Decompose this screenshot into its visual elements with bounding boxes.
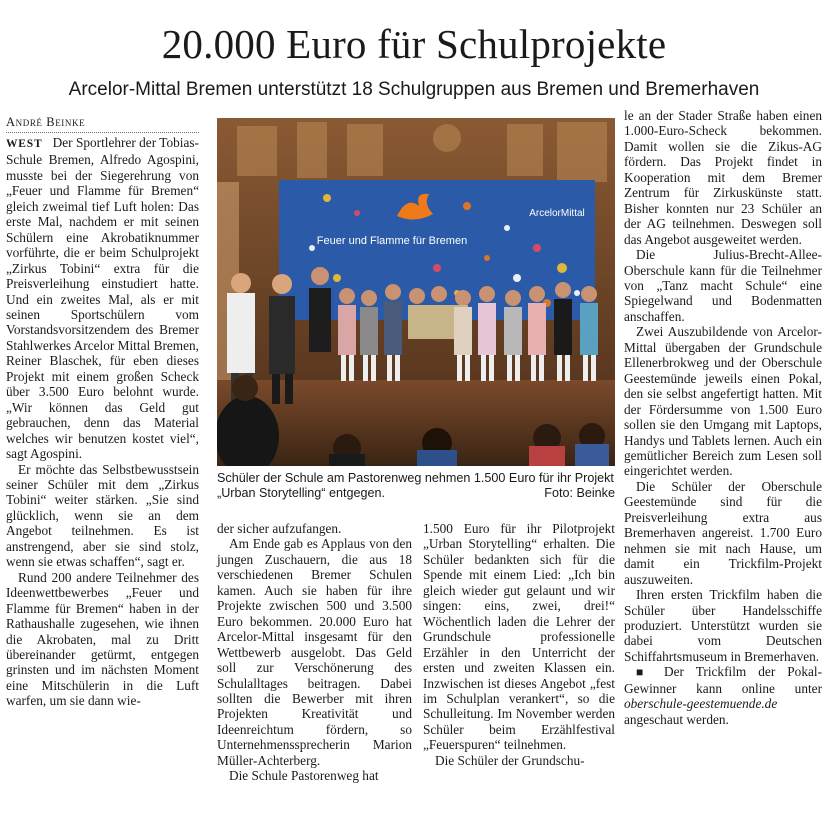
photo-credit: Foto: Beinke <box>544 486 615 500</box>
caption-text: Schüler der Schule am Pastorenweg nehmen 1.500 Euro für ihr Projekt „Urban Storytelling“ entgegen. <box>217 471 614 500</box>
paragraph: Er möchte das Selbstbewusstsein seiner Schüler mit dem „Zirkus Tobini“ weiter stärken. „Sie sind glücklich, wenn sie an dem Angebot teilnehmen. Es ist anstrengend, aber sie sind stolz, wenn sie etwas schaffen“, sagt er. <box>6 461 199 570</box>
paragraph <box>624 664 822 727</box>
paragraph: Die Schüler der Oberschule Geestemünde sind für die Preisverleihung extra aus Bremerhaven angereist. 1.700 Euro nehmen sie mit nach Hause, um damit ein Trickfilm-Projekt auszuweiten. <box>624 478 822 587</box>
column-4 <box>624 108 822 727</box>
article-photo <box>217 118 615 466</box>
column-2 <box>217 521 412 784</box>
paragraph-text: Der Sportlehrer der Tobias-Schule Bremen, Alfredo Agospini, musste bei der Siegerehrung von „Feuer und Flamme für Bremen“ gleich zweimal tief Luft holen: Das erste Mal, nachdem er mit seinen Schülern eine Akrobatiknummer vorführte, die er beim Schulprojekt „Zirkus Tobini“ extra für die Preisverleihung einstudiert hatte. Und ein zweites Mal, als er mit seinen Sportschülern vom Vorstandsvorsitzendem des Bremer Stahlwerkes Arcelor Mittal Bremen, Reiner Blaschek, für eben dieses Projekt mit einem großen Scheck über 3.500 Euro belohnt wurde. „Wir können das Geld gut gebrauchen, denn das Material welches wir benutzen kostet viel“, sagt Agospini. <box>6 135 199 462</box>
column-3 <box>423 521 615 768</box>
column-1 <box>6 135 199 823</box>
paragraph: Am Ende gab es Applaus von den jungen Zuschauern, die aus 18 verschiedenen Bremer Schulen kamen. Auch sie haben für ihre Projekte zwischen 500 und 3.500 Euro bekommen. 20.000 Euro hat Arcelor-Mittal insgesamt für den Wettbewerb ausgelobt. Das Geld soll zur Verschönerung des Schulalltages beitragen. Dabei sollten die Bewerber mit ihren Projekten Kreativität und Ideenreichtum fördern, so Unternehmenssprecherin Marion Müller-Achterberg. <box>217 536 412 768</box>
paragraph-text: angeschaut werden. <box>624 711 729 727</box>
paragraph: le an der Stader Straße haben einen 1.000-Euro-Scheck bekommen. Damit wollen sie die Zikus-AG fördern. Das Projekt findet in Kooperation mit dem Bremer Zentrum für Zirkuskünste statt. Bisher konnten nur 23 Schüler an der AG teilnehmen. Deswegen soll das Angebot ausgeweitet werden. <box>624 108 822 247</box>
paragraph-text: Der Trickfilm der Pokal-Gewinner kann online unter <box>624 664 822 696</box>
headline: 20.000 Euro für Schulprojekte <box>161 21 667 67</box>
paragraph: der sicher aufzufangen. <box>217 521 342 536</box>
photo-caption <box>217 471 615 501</box>
paragraph: Die Schüler der Grundschu- <box>435 752 585 768</box>
banner-logo-text: ArcelorMittal <box>529 208 585 219</box>
paragraph <box>6 135 199 462</box>
paragraph: Zwei Auszubildende von Arcelor-Mittal übergaben der Grundschule Ellenerbrokweg und der Oberschule Geestemünde jeweils einen Pokal, den sie selbst angefertigt hatten. Mit der Fördersumme von 1.500 Euro sollen sie den Umgang mit Laptops, Handys und Tablets lernen. Auch ein gemütlicher Bereich zum Lesen soll eingerichtet werden. <box>624 324 822 479</box>
paragraph: 1.500 Euro für ihr Pilotprojekt „Urban Storytelling“ erhalten. Die Schüler bedankten sich für die Spende mit einem Lied: „Ich bin gleich wieder gut gelaunt und wir singen: eins, zwei, drei!“ Wöchentlich laden die Lehrer der Grundschule professionelle Erzähler in den Unterricht der ersten und zweiten Klassen ein. Inzwischen ist dieses Angebot „fest im Schulplan verankert“, so die Schulleitung. Im November werden Schüler beim Erzählfestival „Feuerspuren“ teilnehmen. <box>423 521 615 753</box>
paragraph: Die Julius-Brecht-Allee-Oberschule kann für die Teilnehmer von „Tanz macht Schule“ eine Spiegelwand und Bodenmatten anschaffen. <box>624 247 822 324</box>
website-link[interactable]: oberschule-geestemuende.de <box>624 696 778 712</box>
byline: André Beinke <box>6 115 199 133</box>
dateline: WEST <box>6 138 43 150</box>
subheadline: Arcelor-Mittal Bremen unterstützt 18 Schulgruppen aus Bremen und Bremerhaven <box>68 79 760 100</box>
square-bullet-icon: ■ <box>636 665 652 680</box>
paragraph: Rund 200 andere Teilnehmer des Ideenwettbewerbes „Feuer und Flamme für Bremen“ haben in der Rathaushalle zugesehen, wie ihnen die Akrobaten, mal zu Dritt übereinander getürmt, entgegen grinsten und im nächsten Moment eine Mitschülerin in die Luft warfen, um sie dann wie- <box>6 569 199 709</box>
paragraph: Ihren ersten Trickfilm haben die Schüler über Handelsschiffe produziert. Unterstützt wurden sie dabei vom Deutschen Schiffahrtsmuseum in Bremerhaven. <box>624 587 822 664</box>
banner-text: Feuer und Flamme für Bremen <box>316 235 468 247</box>
paragraph: Die Schule Pastorenweg hat <box>229 768 379 784</box>
